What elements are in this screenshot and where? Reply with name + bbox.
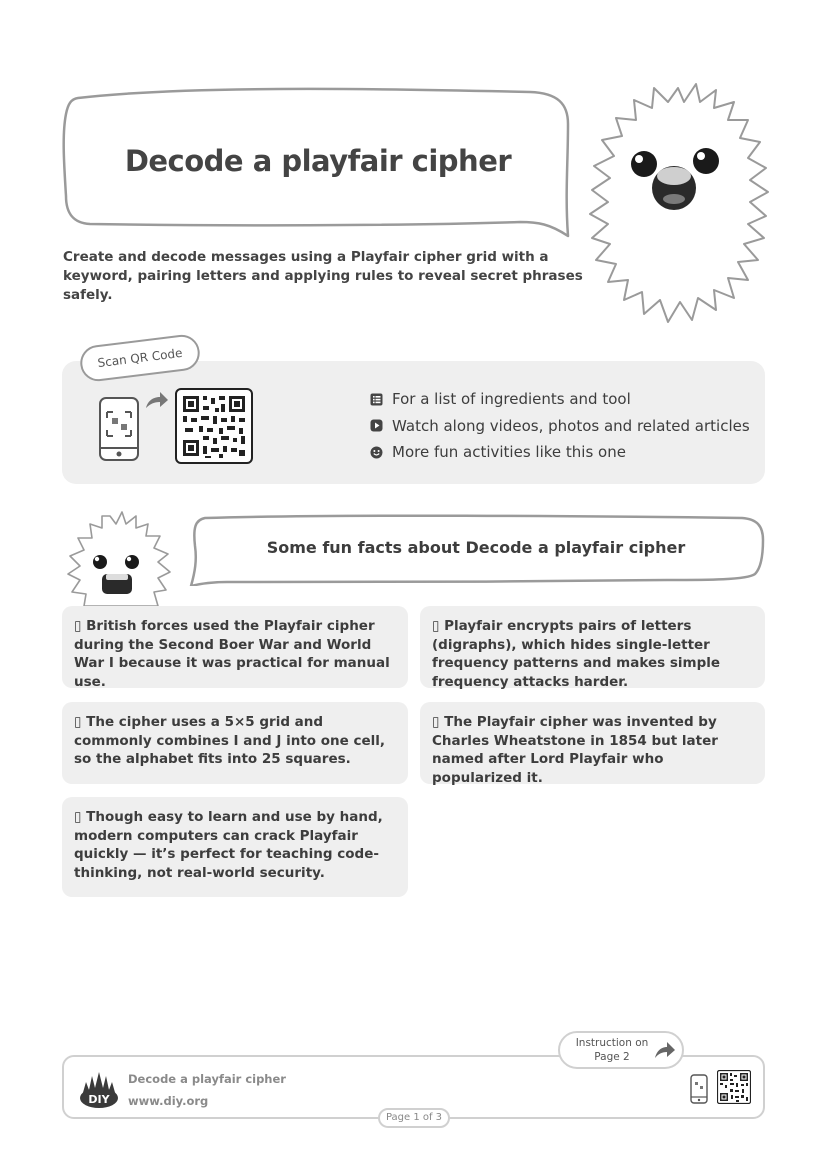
link-activities[interactable] bbox=[370, 439, 750, 466]
title-bubble bbox=[60, 84, 576, 244]
link-ingredients-label: For a list of ingredients and tool bbox=[392, 390, 631, 409]
link-ingredients[interactable] bbox=[370, 386, 750, 413]
smiley-icon bbox=[370, 446, 383, 459]
fact-card-1: ▯ British forces used the Playfair cipher during the Second Boer War and World War I because it was practical for manual use. bbox=[62, 606, 408, 688]
diy-logo-icon bbox=[78, 1068, 120, 1110]
link-videos-label: Watch along videos, photos and related articles bbox=[392, 416, 750, 435]
scan-qr-label: Scan QR Code bbox=[78, 333, 201, 383]
play-icon bbox=[370, 419, 383, 432]
yeti-mascot-icon bbox=[584, 78, 772, 328]
list-icon bbox=[370, 393, 383, 406]
fact-card-3: ▯ The cipher uses a 5×5 grid and commonly combines I and J into one cell, so the alphabet fits into 25 squares. bbox=[62, 702, 408, 784]
diy-logo-text: DIY bbox=[88, 1093, 110, 1106]
footer-title: Decode a playfair cipher bbox=[128, 1072, 286, 1086]
page-indicator: Page 1 of 3 bbox=[378, 1108, 450, 1128]
arrow-right-icon bbox=[654, 1041, 676, 1059]
fact-card-2: ▯ Playfair encrypts pairs of letters (digraphs), which hides single-letter frequency patterns and makes simple frequency attacks harder. bbox=[420, 606, 765, 688]
intro-paragraph: Create and decode messages using a Playfair cipher grid with a keyword, pairing letters and applying rules to reveal secret phrases safely. bbox=[63, 249, 583, 303]
page-title: Decode a playfair cipher bbox=[124, 144, 512, 178]
footer-qr-code-icon[interactable] bbox=[717, 1070, 751, 1104]
facts-heading: Some fun facts about Decode a playfair cipher bbox=[266, 538, 686, 557]
arrow-right-icon bbox=[144, 390, 170, 410]
instruction-label: Instruction on Page 2 bbox=[575, 1037, 649, 1063]
phone-scan-icon bbox=[97, 396, 141, 462]
facts-heading-bubble bbox=[187, 512, 765, 586]
fact-card-4: ▯ The Playfair cipher was invented by Charles Wheatstone in 1854 but later named after Lord Playfair who popularized it. bbox=[420, 702, 765, 784]
link-activities-label: More fun activities like this one bbox=[392, 443, 626, 462]
qr-code-icon[interactable] bbox=[175, 388, 253, 464]
small-yeti-icon bbox=[66, 510, 176, 606]
footer-phone-icon bbox=[690, 1074, 708, 1104]
link-videos[interactable] bbox=[370, 413, 750, 440]
resource-links bbox=[370, 386, 750, 466]
instruction-link[interactable] bbox=[558, 1031, 684, 1069]
footer-url[interactable]: www.diy.org bbox=[128, 1094, 209, 1108]
fact-card-5: ▯ Though easy to learn and use by hand, modern computers can crack Playfair quickly — it’s perfect for teaching code-thinking, not real-world security. bbox=[62, 797, 408, 897]
